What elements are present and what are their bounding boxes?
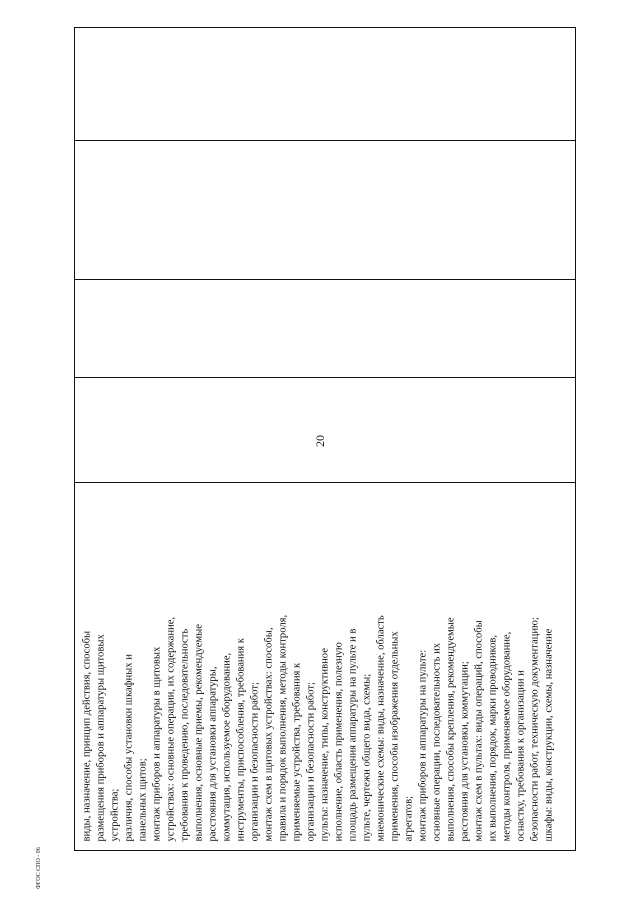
content-line: площадь размещения аппаратуры на пульте и в bbox=[347, 628, 359, 842]
content-line: различия, способы установки шкафных и bbox=[123, 654, 135, 842]
content-line: пульты: назначение, типы, конструктивное bbox=[319, 648, 331, 842]
content-line: коммутация, используемое оборудование, bbox=[221, 652, 233, 842]
content-line: инструменты, приспособления, требования к bbox=[235, 638, 247, 842]
page-number: 20 bbox=[313, 435, 327, 447]
content-line: применения, способы изображения отдельных bbox=[389, 631, 401, 842]
content-line: безопасности работ, техническую документацию; bbox=[529, 617, 541, 842]
content-line: устройствах: основные операции, их содержание, bbox=[165, 616, 177, 842]
content-line: расстояния для установки, коммутации; bbox=[459, 661, 471, 842]
content-line: расстояния для установки аппаратуры, bbox=[207, 666, 219, 842]
table-row-divider bbox=[75, 377, 575, 378]
content-line: требования к проведению, последовательность bbox=[179, 628, 191, 842]
content-line: монтаж приборов и аппаратуры в щитовых bbox=[151, 646, 163, 842]
content-line: выполнения, способы крепления, рекомендуемые bbox=[445, 617, 457, 842]
content-line: виды, назначение, принцип действия, способы bbox=[81, 630, 93, 842]
content-line: правила и порядок выполнения, методы контроля, bbox=[277, 614, 289, 842]
content-cell bbox=[75, 483, 575, 850]
content-line: основные операции, последовательность их bbox=[431, 642, 443, 842]
content-line: панельных щитов; bbox=[137, 758, 149, 842]
table-row-divider bbox=[75, 140, 575, 141]
content-line: организации и безопасности работ; bbox=[305, 682, 317, 842]
content-line: выполнения, основные приемы, рекомендуемые bbox=[193, 624, 205, 842]
content-line: монтаж схем в пультах: виды операций, способы bbox=[473, 620, 485, 842]
content-line: пульте, чертежи общего вида, схемы; bbox=[361, 673, 373, 842]
content-line: монтаж приборов и аппаратуры на пульте: bbox=[417, 649, 429, 842]
content-line: методы контроля, применяемое оборудование, bbox=[501, 631, 513, 842]
content-text-block bbox=[75, 483, 575, 850]
content-line: монтаж схем в щитовых устройствах: способы, bbox=[263, 627, 275, 842]
content-line: оснастку, требования к организации и bbox=[515, 670, 527, 842]
content-line: устройства; bbox=[109, 788, 121, 842]
content-line: агрегатов; bbox=[403, 795, 415, 842]
content-line: организации и безопасности работ; bbox=[249, 682, 261, 842]
content-line: мнемонические схемы: виды, назначение, область bbox=[375, 615, 387, 842]
content-line: их выполнения, порядок, марки проводников, bbox=[487, 634, 499, 842]
table-frame bbox=[74, 27, 576, 851]
content-line: применяемые устройства, требования к bbox=[291, 662, 303, 842]
content-line: исполнение, область применения, полезную bbox=[333, 642, 345, 842]
footer-mark: ФГОС СПО - 06 bbox=[36, 847, 42, 889]
content-line: шкафы: виды, конструкции, схемы, назначение bbox=[543, 628, 555, 842]
table-row-divider bbox=[75, 279, 575, 280]
content-line: размещения приборов и аппаратуры щитовых bbox=[95, 634, 107, 842]
